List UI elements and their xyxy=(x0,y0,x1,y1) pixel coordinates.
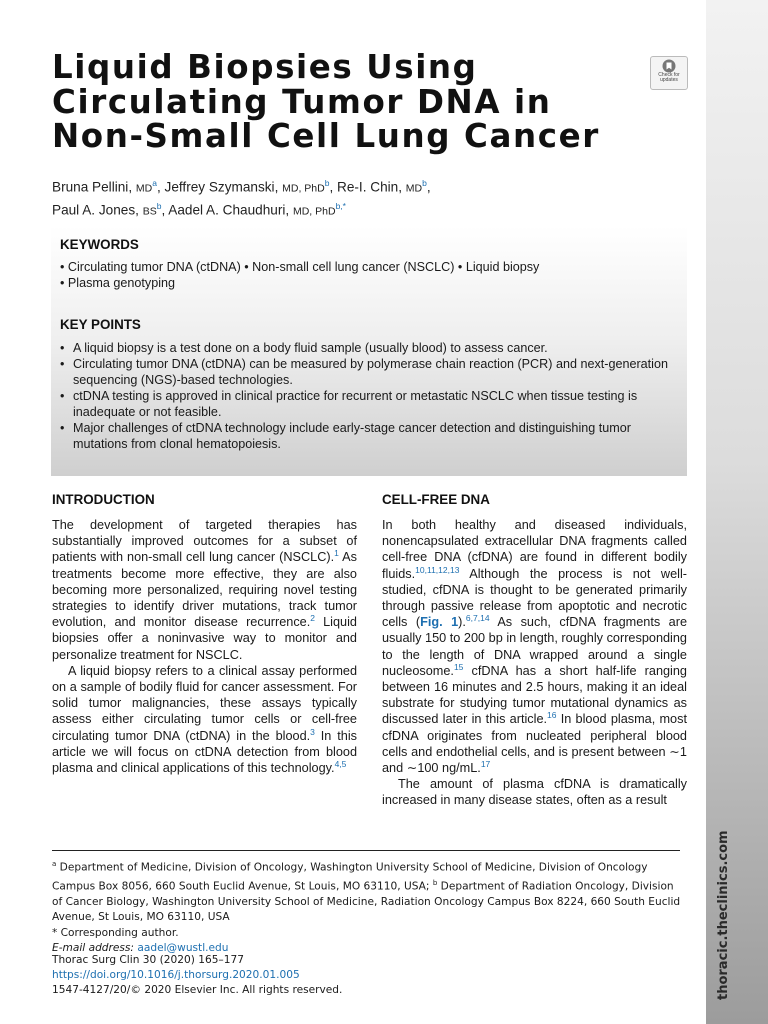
author-degree: MD, PhD xyxy=(292,205,336,218)
paragraph: The development of targeted therapies has substantially improved outcomes for a subset of patients with non-small cell lung cancer (NSCLC).$^1$ As treatments become more effective, they are also becoming more personalized, requiring novel testing strategies to identify driver mutations, track tumor evolution, and monitor disease recurrence.$^2$ Liquid biopsies offer a noninvasive way to monitor and personalize treatment for NSCLC. xyxy=(52,518,357,662)
check-for-updates-button[interactable] xyxy=(650,56,688,90)
email-line: E-mail address: aadel@wustl.edu xyxy=(52,942,229,955)
affiliation-mark[interactable]: b xyxy=(422,178,427,188)
affiliation-mark[interactable]: b,* xyxy=(335,200,346,211)
author-name: Aadel A. Chaudhuri xyxy=(168,202,286,218)
citation-link[interactable]: 15 xyxy=(453,661,464,672)
key-points-heading: KEY POINTS xyxy=(60,317,141,332)
affiliation-mark[interactable]: b xyxy=(324,178,330,188)
footnotes xyxy=(52,857,682,957)
bookmark-icon xyxy=(662,59,676,73)
author-degree: MD xyxy=(135,182,153,195)
author-name: Bruna Pellini xyxy=(52,179,129,195)
citation-link[interactable]: 10,11,12,13 xyxy=(415,564,460,575)
citation-link[interactable]: 16 xyxy=(547,710,557,721)
citation-link[interactable]: 4,5 xyxy=(334,758,347,769)
keywords-list xyxy=(60,259,660,291)
copyright: 1547-4127/20/© 2020 Elsevier Inc. All rights reserved. xyxy=(52,984,343,997)
introduction-column xyxy=(52,517,357,776)
article-title: Liquid Biopsies Using Circulating Tumor DNA in Non-Small Cell Lung Cancer xyxy=(52,48,600,155)
journal-citation: Thorac Surg Clin 30 (2020) 165–177 xyxy=(52,954,244,966)
key-point-item: • ctDNA testing is approved in clinical practice for recurrent or metastatic NSCLC when tissue testing is inadequate or not feasible. xyxy=(60,388,672,420)
affiliation-mark[interactable]: b xyxy=(156,200,162,211)
author-name: Re-I. Chin xyxy=(337,179,399,195)
journal-url-vertical: thoracic.theclinics.com xyxy=(716,830,731,1000)
paragraph: A liquid biopsy refers to a clinical assay performed on a sample of bodily fluid for cancer assessment. For solid tumor malignancies, these assays typically assess either circulating tumor cells or cell-free circulating tumor DNA (ctDNA) in the blood.$^3$ In this article we will focus on ctDNA detection from blood plasma and clinical applications of this technology.$^{4,5}$ xyxy=(52,663,357,776)
key-point-item: • Major challenges of ctDNA technology include early-stage cancer detection and distinguishing tumor mutations from clonal hematopoiesis. xyxy=(60,420,672,452)
introduction-heading: INTRODUCTION xyxy=(52,492,155,507)
author-name: Jeffrey Szymanski xyxy=(164,179,275,195)
cell-free-dna-column xyxy=(382,517,687,809)
check-for-updates-label: Check for updates xyxy=(658,72,680,83)
author-degree: MD, PhD xyxy=(282,182,325,195)
citation-link[interactable]: 3 xyxy=(310,726,315,737)
footnote-divider xyxy=(52,850,680,851)
affiliation-mark[interactable]: a xyxy=(152,178,157,188)
author-degree: BS xyxy=(142,205,157,218)
paragraph: In both healthy and diseased individuals, nonencapsulated extracellular DNA fragments called cell-free DNA (cfDNA) are found in different bodily fluids.$^{10,11,12,13}$ Although the process is not well-studied, cfDNA is thought to be generated primarily through passive release from apoptotic and necrotic cells (Fig. 1).$^{6,7,14}$ As such, cfDNA fragments are usually 150 to 200 bp in length, roughly corresponding to the length of DNA wrapped around a single nucleosome.$^{15}$ cfDNA has a short half-life ranging between 16 minutes and 2.5 hours, making it an ideal substrate for studying tumor mutational dynamics as discussed later in this article.$^{16}$ In blood plasma, most cfDNA originates from nucleated peripheral blood cells and endothelial cells, and is present between ∼1 and ∼100 ng/mL.$^{17}$ xyxy=(382,518,687,776)
keywords-line: • Circulating tumor DNA (ctDNA) • Non-small cell lung cancer (NSCLC) • Liquid biopsy xyxy=(60,260,540,274)
paragraph: The amount of plasma cfDNA is dramatically increased in many disease states, often as a result xyxy=(382,777,687,808)
key-points-list xyxy=(60,340,672,452)
author-list: Bruna Pellini, $MD^a$, Jeffrey Szymanski, MD, PhD$^b$, Re-I. Chin, $MD^b$, Paul A. Jones, $BS^b$, Aadel A. Chaudhuri, MD, PhD$^{b,*}$ xyxy=(52,178,431,218)
key-point-item: • Circulating tumor DNA (ctDNA) can be measured by polymerase chain reaction (PCR) and next-generation sequencing (NGS)-based technologies. xyxy=(60,356,672,388)
citation-link[interactable]: 6,7,14 xyxy=(465,612,490,623)
keywords-line: • Plasma genotyping xyxy=(60,276,176,290)
corresponding-author: * Corresponding author. xyxy=(52,926,179,939)
keywords-heading: KEYWORDS xyxy=(60,237,139,252)
author-degree: MD xyxy=(405,182,423,195)
author-name: Paul A. Jones xyxy=(52,202,136,218)
citation-link[interactable]: 17 xyxy=(480,758,491,769)
figure-link[interactable]: Fig. 1 xyxy=(420,615,459,630)
citation-block xyxy=(52,953,342,999)
citation-link[interactable]: 1 xyxy=(334,548,339,559)
cell-free-dna-heading: CELL-FREE DNA xyxy=(382,492,490,507)
email-link[interactable]: aadel@wustl.edu xyxy=(137,942,229,955)
key-point-item: • A liquid biopsy is a test done on a body fluid sample (usually blood) to assess cancer. xyxy=(60,340,672,356)
doi-link[interactable]: https://doi.org/10.1016/j.thorsurg.2020.01.005 xyxy=(52,969,300,982)
affiliations: $^a$ Department of Medicine, Division of Oncology, Washington University School of Medicine, Division of Oncology Campus Box 8056, 660 South Euclid Avenue, St Louis, MO 63110, USA; $^b$ Department of Radiation Oncology, Division of Cancer Biology, Washington University School of Medicine, Radiation Oncology Campus Box 8224, 660 South Euclid Avenue, St Louis, MO 63110, USA xyxy=(52,860,681,924)
citation-link[interactable]: 2 xyxy=(310,612,315,623)
